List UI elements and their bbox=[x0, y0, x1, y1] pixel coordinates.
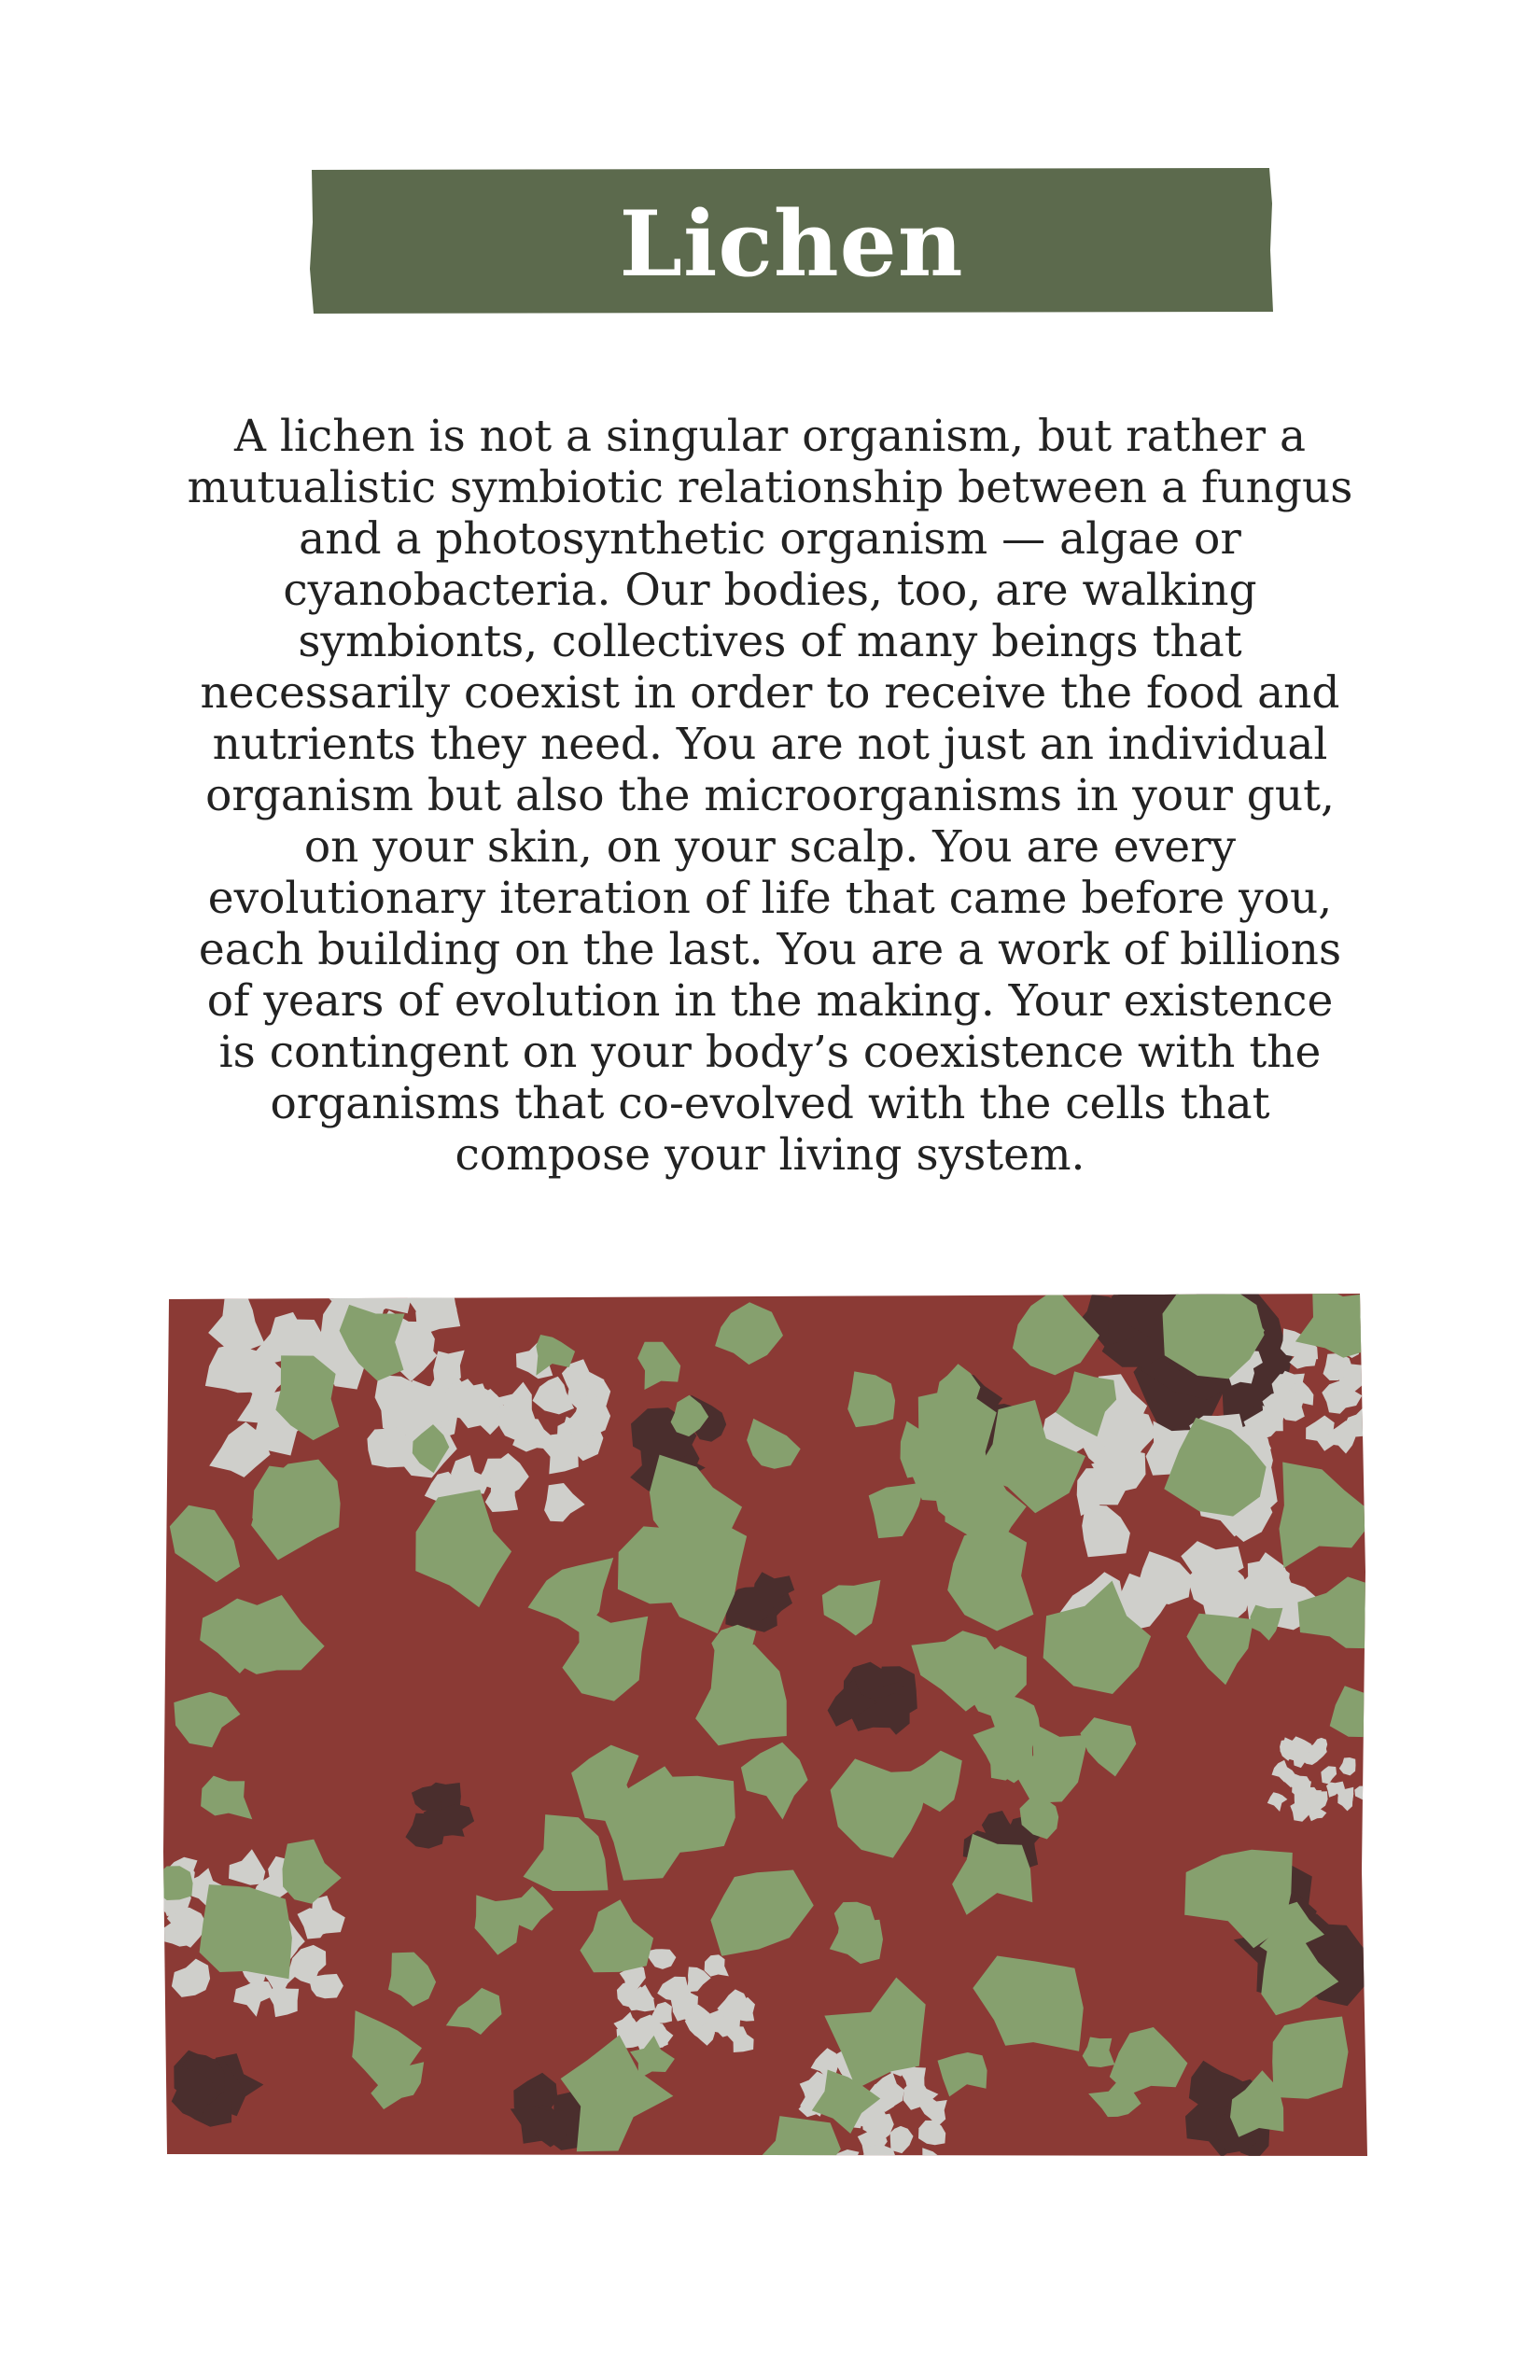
green-patch bbox=[163, 1866, 193, 1900]
gray-lichen bbox=[445, 1382, 489, 1417]
title-banner bbox=[308, 166, 1275, 315]
green-patch bbox=[1272, 2017, 1348, 2099]
lichen-illustration bbox=[163, 1292, 1367, 2160]
green-patch bbox=[200, 1884, 292, 1979]
body-paragraph: A lichen is not a singular organism, but rather a mutualistic symbiotic relationship between a fungus and a photosynthetic organism — algae or cyanobacteria. Our bodies, too, are walking symbionts, collectives of many beings that necessarily coexist in order to receive the food and nutrients they need. You are not just an individual organism but also the microorganisms in your gut, on your skin, on your scalp. You are every evolutionary iteration of life that came before you, each building on the last. You are a work of billions of years of evolution in the making. Your existence is contingent on your body’s coexistence with the organisms that co-evolved with the cells that compose your living system. bbox=[187, 411, 1353, 1181]
lichen-artwork bbox=[163, 1292, 1367, 2160]
page-title: Lichen bbox=[619, 190, 964, 297]
